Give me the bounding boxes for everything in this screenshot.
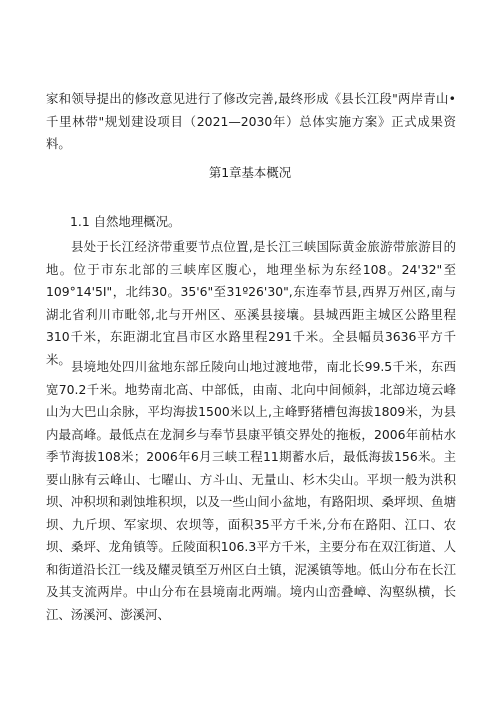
chapter-heading: 第1章基本概况	[208, 165, 292, 180]
section-heading: 1.1 自然地理概况。	[70, 214, 181, 229]
body-paragraph-location: 县处于长江经济带重要节点位置,是长江三峡国际黄金旅游带旅游目的地。位于市东北部的三峡库区腹心，地理坐标为东经108。24'32"至109°14'5I"，北纬30。35'6"至31º26'30",东连奉节县,西界万州区,南与湖北省利川市毗邻,北与开州区、巫溪县接壤。县城西距主城区公路里程310千米，东距湖北宜昌市区水路里程291千米。全县幅员3636平方千米。	[46, 239, 456, 367]
body-paragraph-terrain: 县境地处四川盆地东部丘陵向山地过渡地带，南北长99.5千米，东西宽70.2千米。地势南北高、中部低，由南、北向中间倾斜，北部边境云峰山为大巴山余脉，平均海拔1500米以上,主峰野猪槽包海拔1809米，为县内最高峰。最低点在龙洞乡与奉节县康平镇交界处的拖板，2006年前枯水季节海拔108米；2006年6月三峡工程11期蓄水后，最低海拔156米。主要山脉有云峰山、七曜山、方斗山、无量山、杉木尖山。平坝一般为洪积坝、冲积坝和剥蚀堆积坝，以及一些山间小盆地，有路阳坝、桑坪坝、鱼塘坝、九斤坝、军家坝、农坝等，面积35平方千米,分布在路阳、江口、农坝、桑坪、龙角镇等。丘陵面积106.3平方千米，主要分布在双江街道、人和街道沿长江一线及耀灵镇至万州区白土镇，泥溪镇等地。低山分布在长江及其支流两岸。中山分布在县境南北两端。境内山峦叠嶂、沟壑纵横，长江、汤溪河、澎溪河、	[46, 359, 456, 622]
intro-paragraph: 家和领导提出的修改意见进行了修改完善,最终形成《县长江段"两岸青山•千里林带"规划建设项目（2021—2030年）总体实施方案》正式成果资料。	[46, 91, 456, 151]
